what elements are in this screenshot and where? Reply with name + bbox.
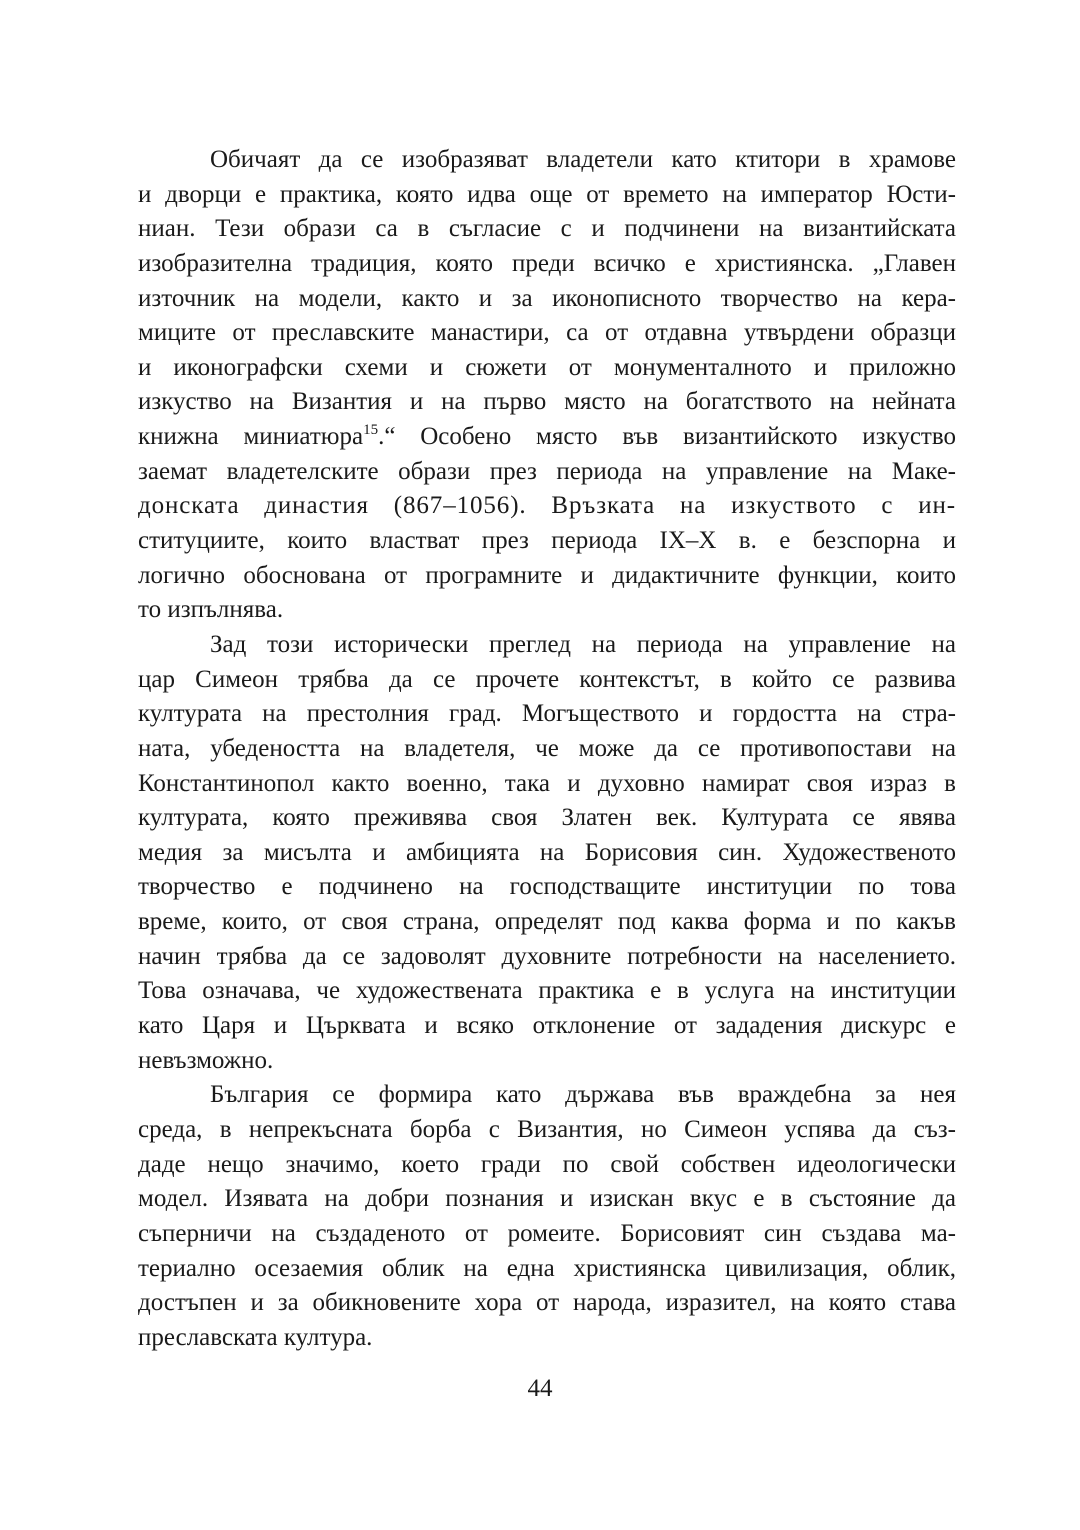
footnote-line-before: книжна миниатюра — [138, 423, 364, 451]
text-line: ниан. Тези образи са в съгласие с и подчинени на византийската — [138, 215, 956, 243]
text-line: то изпълнява. — [138, 596, 284, 624]
text-line: и иконографски схеми и сюжети от монументалното и приложно — [138, 353, 956, 381]
text-line: творчество е подчинено на господстващите институции по това — [138, 873, 956, 901]
text-line — [138, 420, 956, 455]
text-line: среда, в непрекъсната борба с Византия, но Симеон успява да съз- — [138, 1115, 956, 1143]
paragraph-2 — [138, 628, 956, 1078]
text-line: невъзможно. — [138, 1046, 274, 1074]
text-line: даде нещо значимо, което гради по свой собствен идеологически — [138, 1150, 956, 1178]
text-line: заемат владетелските образи през периода на управление на Маке- — [138, 457, 956, 485]
text-line: изобразителна традиция, която преди всичко е християнска. „Главен — [138, 249, 956, 277]
text-line: България се формира като държава във враждебна за нея — [210, 1081, 956, 1109]
text-line: културата на престолния град. Могъществото и гордостта на стра- — [138, 700, 956, 728]
text-line: цар Симеон трябва да се прочете контекстът, в който се развива — [138, 665, 956, 693]
page-number: 44 — [527, 1375, 553, 1402]
text-line: медия за мисълта и амбицията на Борисовия син. Художественото — [138, 838, 956, 866]
text-line: Това означава, че художествената практика е в услуга на институции — [138, 977, 956, 1005]
text-line: Обичаят да се изобразяват владетели като ктитори в храмове — [210, 146, 956, 173]
text-line: достъпен и за обикновените хора от народа, изразител, на която става — [138, 1289, 956, 1317]
text-line: Константинопол както военно, така и духовно намират своя израз в — [138, 769, 956, 797]
text-line: и дворци е практика, която идва още от времето на император Юсти- — [138, 180, 956, 208]
text-line: време, които, от своя страна, определят под каква форма и по какъв — [138, 908, 956, 936]
footnote-line-after: .“ Особено място във византийското изкуство — [378, 423, 956, 451]
text-line: изкуство на Византия и на първо място на богатството на нейната — [138, 388, 956, 416]
text-line: логично обоснована от програмните и дидактичните функции, които — [138, 561, 956, 589]
text-line: източник на модели, както и за иконописното творчество на кера- — [138, 284, 956, 312]
text-line: културата, която преживява своя Златен век. Културата се явява — [138, 804, 956, 832]
text-line: модел. Изявата на добри познания и изискан вкус е в състояние да — [138, 1185, 956, 1213]
footnote-marker: 15 — [363, 422, 379, 439]
text-line: преславската култура. — [138, 1323, 373, 1351]
text-line: съперничи на създаденото от ромеите. Борисовият син създава ма- — [138, 1219, 956, 1247]
text-line: ституциите, които властват през периода IX–X в. е безспорна и — [138, 527, 956, 555]
text-line: донската династия (867–1056). Връзката на изкуството с ин- — [138, 492, 956, 520]
paragraph-3 — [138, 1078, 956, 1355]
text-line: като Царя и Църквата и всяко отклонение от зададения дискурс е — [138, 1012, 956, 1040]
text-line: миците от преславските манастири, са от отдавна утвърдени образци — [138, 319, 956, 347]
text-line: начин трябва да се задоволят духовните потребности на населението. — [138, 942, 956, 970]
text-line: Зад този исторически преглед на периода на управление на — [210, 630, 956, 658]
text-line: ната, убедеността на владетеля, че може да се противопостави на — [138, 734, 956, 762]
text-line: териално осезаемия облик на една християнска цивилизация, облик, — [138, 1254, 956, 1282]
body-text — [138, 143, 956, 1355]
paragraph-1 — [138, 143, 956, 628]
